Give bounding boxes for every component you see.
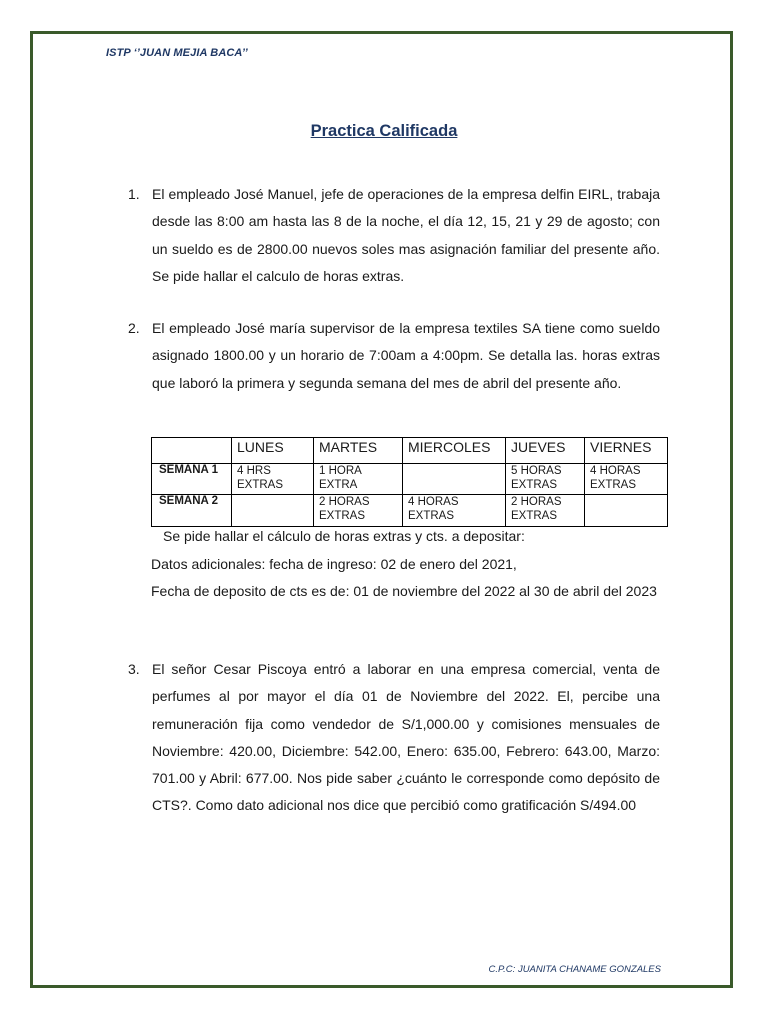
table-cell: 1 HORA EXTRA [314,464,403,495]
table-row [152,495,668,527]
table-header-cell: JUEVES [506,438,585,464]
table-cell [232,495,314,527]
table-row [152,464,668,495]
question-number: 3. [128,661,140,677]
page-title: Practica Calificada [310,122,458,140]
table-cell [585,495,668,527]
question-number: 1. [128,186,140,202]
table-cell: 4 HORAS EXTRAS [585,464,668,495]
question-2 [128,315,660,397]
table-instruction: Se pide hallar el cálculo de horas extras y cts. a depositar: [163,528,525,544]
table-header-cell [152,438,232,464]
table-header-cell: VIERNES [585,438,668,464]
question-text: El empleado José maría supervisor de la empresa textiles SA tiene como sueldo asignado 1800.00 y un horario de 7:00am a 4:00pm. Se detalla las. horas extras que laboró la primera y segunda semana del mes de abril del presente año. [152,320,660,391]
question-text: El señor Cesar Piscoya entró a laborar en una empresa comercial, venta de perfumes al por mayor el día 01 de Noviembre del 2022. El, percibe una remuneración fija como vendedor de S/1,000.00 y comisiones mensuales de Noviembre: 420.00, Diciembre: 542.00, Enero: 635.00, Febrero: 643.00, Marzo: 701.00 y Abril: 677.00. Nos pide saber ¿cuánto le corresponde como depósito de CTS?. Como dato adicional nos dice que percibió como gratificación S/494.00 [152,661,660,814]
table-cell [403,464,506,495]
table-cell: 2 HORAS EXTRAS [314,495,403,527]
table-header-cell: MIERCOLES [403,438,506,464]
institution-header: ISTP ‘’JUAN MEJIA BACA’’ [106,47,248,59]
table-cell: 5 HORAS EXTRAS [506,464,585,495]
table-cell: 4 HRS EXTRAS [232,464,314,495]
question-3 [128,656,660,820]
additional-data: Datos adicionales: fecha de ingreso: 02 de enero del 2021, [151,556,517,572]
question-number: 2. [128,320,140,336]
table-header-cell: LUNES [232,438,314,464]
row-label: SEMANA 1 [152,464,232,495]
table-cell: 2 HORAS EXTRAS [506,495,585,527]
row-label: SEMANA 2 [152,495,232,527]
overtime-table [151,437,668,527]
author-footer: C.P.C: JUANITA CHANAME GONZALES [488,964,661,975]
table-cell: 4 HORAS EXTRAS [403,495,506,527]
table-header-cell: MARTES [314,438,403,464]
table-header-row [152,438,668,464]
question-1 [128,181,660,290]
question-text: El empleado José Manuel, jefe de operaciones de la empresa delfin EIRL, trabaja desde las 8:00 am hasta las 8 de la noche, el día 12, 15, 21 y 29 de agosto; con un sueldo es de 2800.00 nuevos soles mas asignación familiar del presente año. Se pide hallar el calculo de horas extras. [152,186,660,284]
deposit-date: Fecha de deposito de cts es de: 01 de noviembre del 2022 al 30 de abril del 2023 [151,583,657,599]
